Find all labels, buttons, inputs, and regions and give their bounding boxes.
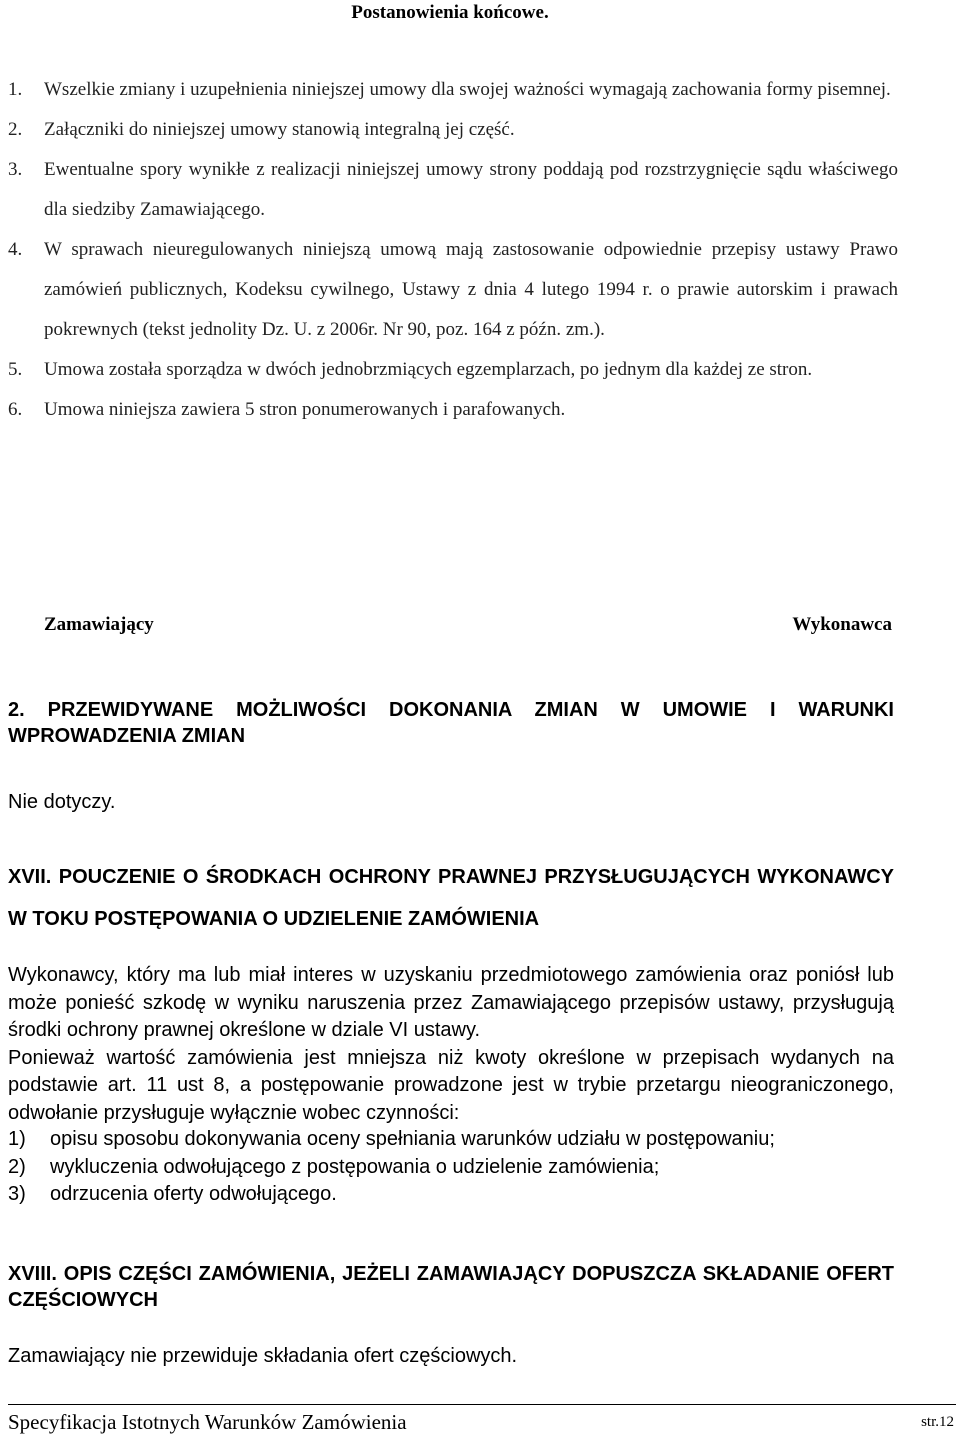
signature-row (44, 610, 892, 640)
signature-wykonawca: Wykonawca (792, 614, 892, 635)
list-item (8, 1154, 894, 1182)
section-xvii-body (8, 962, 894, 1127)
footer-title: Specyfikacja Istotnych Warunków Zamówienia (8, 1410, 407, 1434)
list-item-text: odrzucenia oferty odwołującego. (50, 1183, 337, 1205)
list-item-number: 2. (8, 119, 23, 140)
list-item (8, 230, 898, 350)
list-item (8, 150, 898, 230)
list-item-number: 5. (8, 359, 23, 380)
list-item-text: Umowa niniejsza zawiera 5 stron ponumerowanych i parafowanych. (44, 399, 566, 420)
list-item (8, 1181, 894, 1209)
footer-page-number: str.12 (921, 1414, 954, 1430)
list-item-text: opisu sposobu dokonywania oceny spełniania warunków udziału w postępowaniu; (50, 1128, 775, 1150)
section-xvii-paragraph-1: Wykonawcy, który ma lub miał interes w uzyskaniu przedmiotowego zamówienia oraz poniósł lub może ponieść szkodę w wyniku naruszenia przez Zamawiającego przepisów ustawy, przysługują środki ochrony prawnej określone w dziale VI ustawy. (8, 964, 894, 1041)
list-item-number: 4. (8, 239, 23, 260)
list-item-text: W sprawach nieuregulowanych niniejszą umową mają zastosowanie odpowiednie przepisy ustawy Prawo zamówień publicznych, Kodeksu cywilnego, Ustawy z dnia 4 lutego 1994 r. o prawie autorskim i prawach pokrewnych (tekst jednolity Dz. U. z 2006r. Nr 90, poz. 164 z późn. zm.). (44, 239, 898, 340)
list-item-text: Umowa została sporządza w dwóch jednobrzmiących egzemplarzach, po jednym dla każdej ze stron. (44, 359, 813, 380)
list-item-text: wykluczenia odwołującego z postępowania o udzielenie zamówienia; (50, 1155, 660, 1178)
list-item-number: 3. (8, 159, 23, 180)
footer-divider (8, 1404, 956, 1405)
section-xvii-heading: XVII. POUCZENIE O ŚRODKACH OCHRONY PRAWNEJ PRZYSŁUGUJĄCYCH WYKONAWCY W TOKU POSTĘPOWANIA O UDZIELENIE ZAMÓWIENIA (8, 866, 894, 930)
list-item-number: 1) (8, 1128, 26, 1150)
section-2-heading: 2. PRZEWIDYWANE MOŻLIWOŚCI DOKONANIA ZMIAN W UMOWIE I WARUNKI WPROWADZENIA ZMIAN (8, 699, 894, 747)
section-xvii-paragraph-2: Ponieważ wartość zamówienia jest mniejsza niż kwoty określone w przepisach wydanych na podstawie art. 11 ust 8, a postępowanie prowadzone jest w trybie przetargu nieograniczonego, odwołanie przysługuje wyłącznie wobec czynności: (8, 1046, 894, 1124)
final-provisions-list (8, 70, 898, 430)
list-item-number: 3) (8, 1183, 26, 1205)
list-item-text: Wszelkie zmiany i uzupełnienia niniejszej umowy dla swojej ważności wymagają zachowania formy pisemnej. (44, 79, 891, 100)
list-item-number: 6. (8, 399, 23, 420)
final-provisions-title: Postanowienia końcowe. (351, 2, 549, 23)
list-item (8, 1126, 894, 1154)
section-xvii-list (8, 1126, 894, 1209)
list-item-number: 2) (8, 1155, 26, 1178)
section-xviii-heading: XVIII. OPIS CZĘŚCI ZAMÓWIENIA, JEŻELI ZAMAWIAJĄCY DOPUSZCZA SKŁADANIE OFERT CZĘŚCIOWYCH (8, 1263, 894, 1311)
list-item-number: 1. (8, 79, 23, 100)
list-item (8, 390, 898, 430)
signature-zamawiajacy: Zamawiający (44, 614, 154, 635)
section-2-text: Nie dotyczy. (8, 791, 116, 813)
list-item-text: Załączniki do niniejszej umowy stanowią integralną jej część. (44, 119, 515, 140)
list-item-text: Ewentualne spory wynikłe z realizacji niniejszej umowy strony poddają pod rozstrzygnięcie sądu właściwego dla siedziby Zamawiającego. (44, 159, 898, 220)
list-item (8, 110, 898, 150)
section-xviii-text: Zamawiający nie przewiduje składania ofert częściowych. (8, 1345, 518, 1367)
list-item (8, 70, 898, 110)
list-item (8, 350, 898, 390)
